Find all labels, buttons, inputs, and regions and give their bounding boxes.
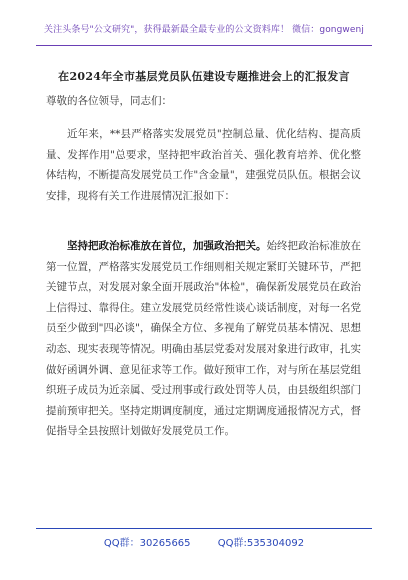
paragraph-intro: 近年来，**县严格落实发展党员"控制总量、优化结构、提高质量、发挥作用"总要求，坚持把牢政治首关、强化教育培养、优化整体结构，不断提高发展党员工作"含金量"，建强党员队伍。根据会议安排，现将有关工作进展情况汇报如下： <box>46 128 361 202</box>
paragraph-political-check <box>46 236 361 442</box>
footer-divider <box>36 528 372 529</box>
salutation: 尊敬的各位领导，同志们： <box>46 95 172 107</box>
paragraph-lead: 坚持把政治标准放在首位，加强政治把关。 <box>67 240 267 252</box>
document-title: 在2024年全市基层党员队伍建设专题推进会上的汇报发言 <box>58 70 350 83</box>
footer <box>0 534 408 549</box>
footer-qq-group-1: QQ群：30265665 <box>103 538 191 549</box>
paragraph-body: 始终把政治标准放在第一位置，严格落实发展党员工作细则相关规定紧盯关键环节，严把关键节点，对发展对象全面开展政治"体检"，确保新发展党员在政治上信得过、靠得住。建立发展党员经常性谈心谈话制度，对每一名党员至少做到"四必谈"，确保全方位、多视角了解党员基本情况、思想动态、现实表现等情况。明确由基层党委对发展对象进行政审，扎实做好函调外调、意见征求等工作。做好预审工作，对与所在基层党组织班子成员为近亲属、受过刑事或行政处罚等人员，由县级组织部门提前预审把关。坚持定期调度制度，通过定期调度通报情况方式，督促指导全县按照计划做好发展党员工作。 <box>46 240 361 438</box>
footer-qq-group-2: QQ群:535304092 <box>217 538 305 549</box>
header-divider <box>36 45 372 46</box>
header-notice: 关注头条号"公文研究"，获得最新最全最专业的公文资料库！ 微信：gongwenj <box>44 25 364 35</box>
